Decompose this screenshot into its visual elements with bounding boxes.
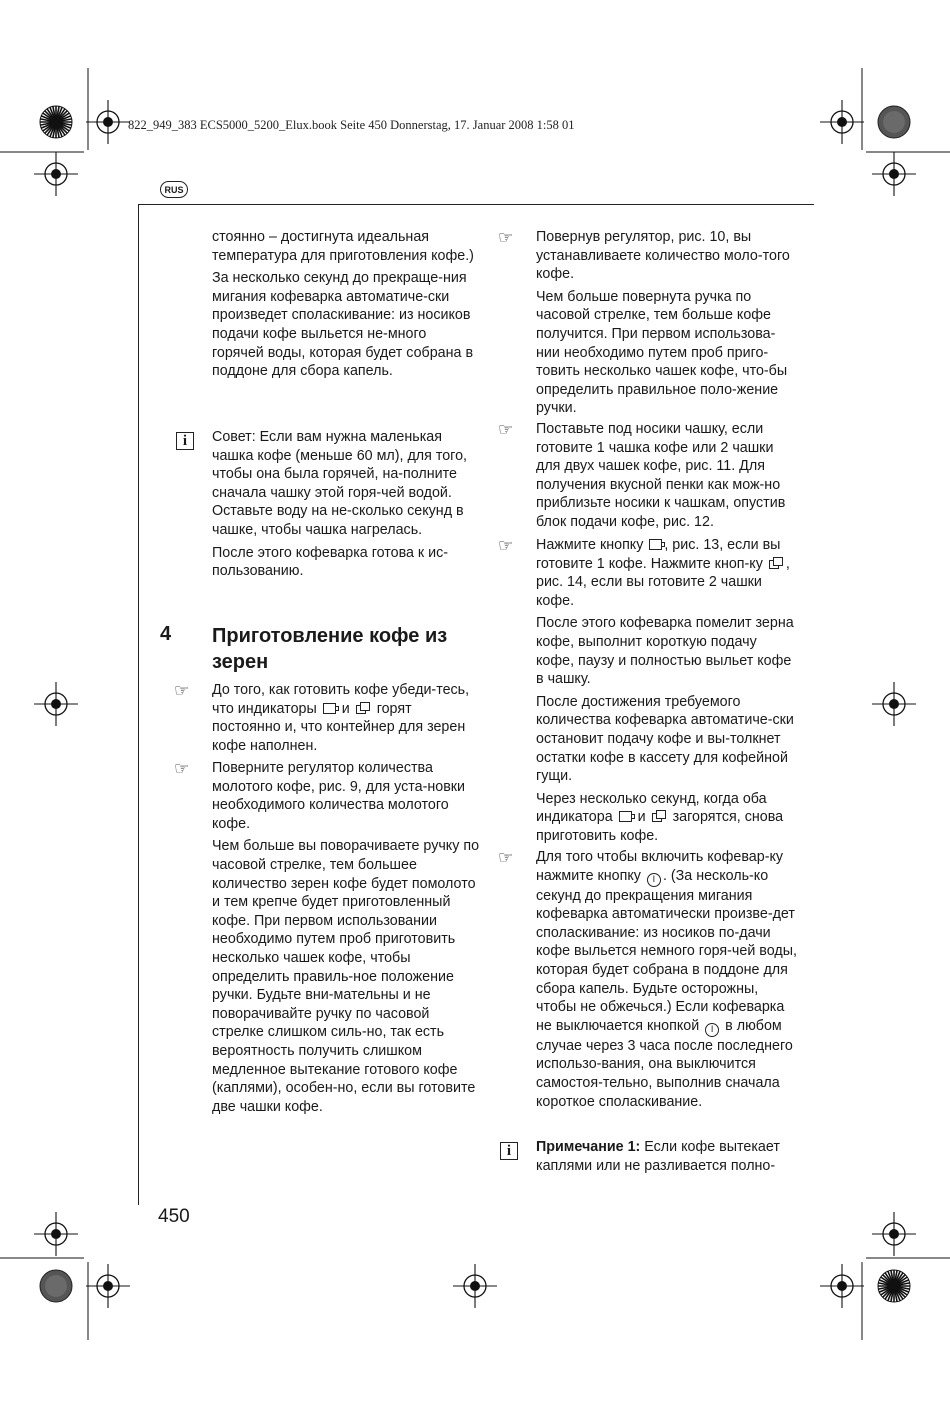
double-cup-icon [652,810,667,823]
pointing-hand-icon: ☞ [498,228,514,248]
double-cup-icon [356,702,371,715]
paragraph-text: загорятся, снова приготовить кофе. [536,809,784,844]
section-number: 4 [160,623,172,645]
single-cup-icon [649,539,662,550]
step-text: До того, как готовить кофе убеди-тесь, что индикаторы [212,682,470,717]
single-cup-icon [323,703,336,714]
step [536,536,798,850]
step-text: в любом случае через 3 часа после последнего использо-вания, она выключится самостоя-тельно, выполнив сначала короткое споласкивание. [536,1017,793,1110]
step-text: Нажмите кнопку [536,537,644,553]
conjunction: и [637,809,646,826]
pointing-hand-icon: ☞ [174,681,190,701]
power-icon: I [705,1023,719,1037]
step-text: Поставьте под носики чашку, если готовите 1 чашка кофе или 2 чашки для двух чашек кофе, рис. 11. Для получения вкусной пенки как мож-но приблизьте носики к чашкам, опустив блок подачи кофе, рис. 12. [536,421,786,530]
paragraph: За несколько секунд до прекраще-ния мигания кофеварка автоматиче-ски произведет споласкивание: из носиков подачи кофе выльется не-много горячей воды, которая будет собрана в поддоне для сбора капель. [212,270,474,380]
double-cup-icon [769,557,784,570]
paragraph: После этого кофеварка готова к ис-пользованию. [212,544,449,580]
paragraph-text: Через несколько секунд, когда оба индикатора [536,790,767,826]
tip-text: Совет: Если вам нужна маленькая чашка кофе (меньше 60 мл), для того, чтобы она была горячей, на-полните сначала чашку этой горя-чей водой. Оставьте воду на не-сколько секунд в чашке, чтобы чашка нагрелась. [212,429,468,538]
power-icon: I [647,873,661,887]
pointing-hand-icon: ☞ [498,420,514,440]
paragraph: После этого кофеварка помелит зерна кофе, выполнит короткую подачу кофе, паузу и полностью выльет кофе в чашку. [536,615,794,688]
step-text: , рис. 13, если вы готовите 1 кофе. Нажмите кноп-ку [536,537,781,572]
note-text: Если кофе вытекает каплями или не разливается полно- [536,1139,780,1174]
pointing-hand-icon: ☞ [498,536,514,556]
left-rule [138,204,139,1205]
step [212,759,480,1120]
step-text: . (За несколь-ко секунд до прекращения мигания кофеварка автоматически произве-дет споласкивание: из носиков по-дачи кофе выльется немного горя-чей воды, которая будет собрана в поддоне для сбора капель. Будьте осторожны, чтобы не обжечься.) Если кофеварка не выключается кнопкой [536,867,797,1034]
pointing-hand-icon: ☞ [174,759,190,779]
page-number: 450 [158,1206,190,1227]
step [212,681,480,759]
step [536,420,798,536]
note-block [536,1138,798,1179]
section-title: Приготовление кофе из зерен [212,625,448,673]
step-text: Для того чтобы включить кофевар-ку нажмите кнопку [536,849,784,884]
note-label: Примечание 1: [536,1139,641,1155]
info-icon: i [176,432,194,450]
paragraph: После достижения требуемого количества кофеварка автоматиче-ски остановит подачу кофе и вы-толкнет остатки кофе в кассету для кофейной гущи. [536,693,794,785]
tip-block [212,428,480,585]
step [536,228,798,422]
info-icon: i [500,1142,518,1160]
step [536,848,798,1115]
pointing-hand-icon: ☞ [498,848,514,868]
paragraph: Чем больше вы поворачиваете ручку по часовой стрелке, тем большее количество зерен кофе будет помолото и тем крепче будет приготовленный кофе. При первом использовании необходимо путем проб приготовить несколько чашек кофе, чтобы определить правиль-ное положение ручки. Будьте вни-мательны и не поворачивайте ручку по часовой стрелке слишком силь-но, так есть вероятность получить слишком медленное вытекание готового кофе (каплями), особен-но, если вы готовите две чашки кофе. [212,838,480,1115]
paragraph: Чем больше повернута ручка по часовой стрелке, тем больше кофе получится. При первом использова-нии необходимо путем проб приго-товить несколько чашек кофе, что-бы определить правильное поло-жение ручки. [536,288,788,417]
paragraph: стоянно – достигнута идеальная температура для приготовления кофе.) [212,229,474,264]
top-rule [138,204,814,205]
single-cup-icon [619,811,632,822]
print-file-header: 822_949_383 ECS5000_5200_Elux.book Seite 450 Donnerstag, 17. Januar 2008 1:58 01 [128,118,575,132]
conjunction: и [341,700,350,717]
left-column [212,228,480,385]
step-text: Повернув регулятор, рис. 10, вы устанавливаете количество моло-того кофе. [536,229,790,283]
step-text: Поверните регулятор количества молотого кофе, рис. 9, для уста-новки необходимого количества молотого кофе. [212,760,466,832]
step-text: , рис. 14, если вы готовите 2 чашки кофе. [536,555,790,609]
step-text: горят постоянно и, что контейнер для зерен кофе наполнен. [212,700,466,754]
language-badge: RUS [160,181,188,198]
